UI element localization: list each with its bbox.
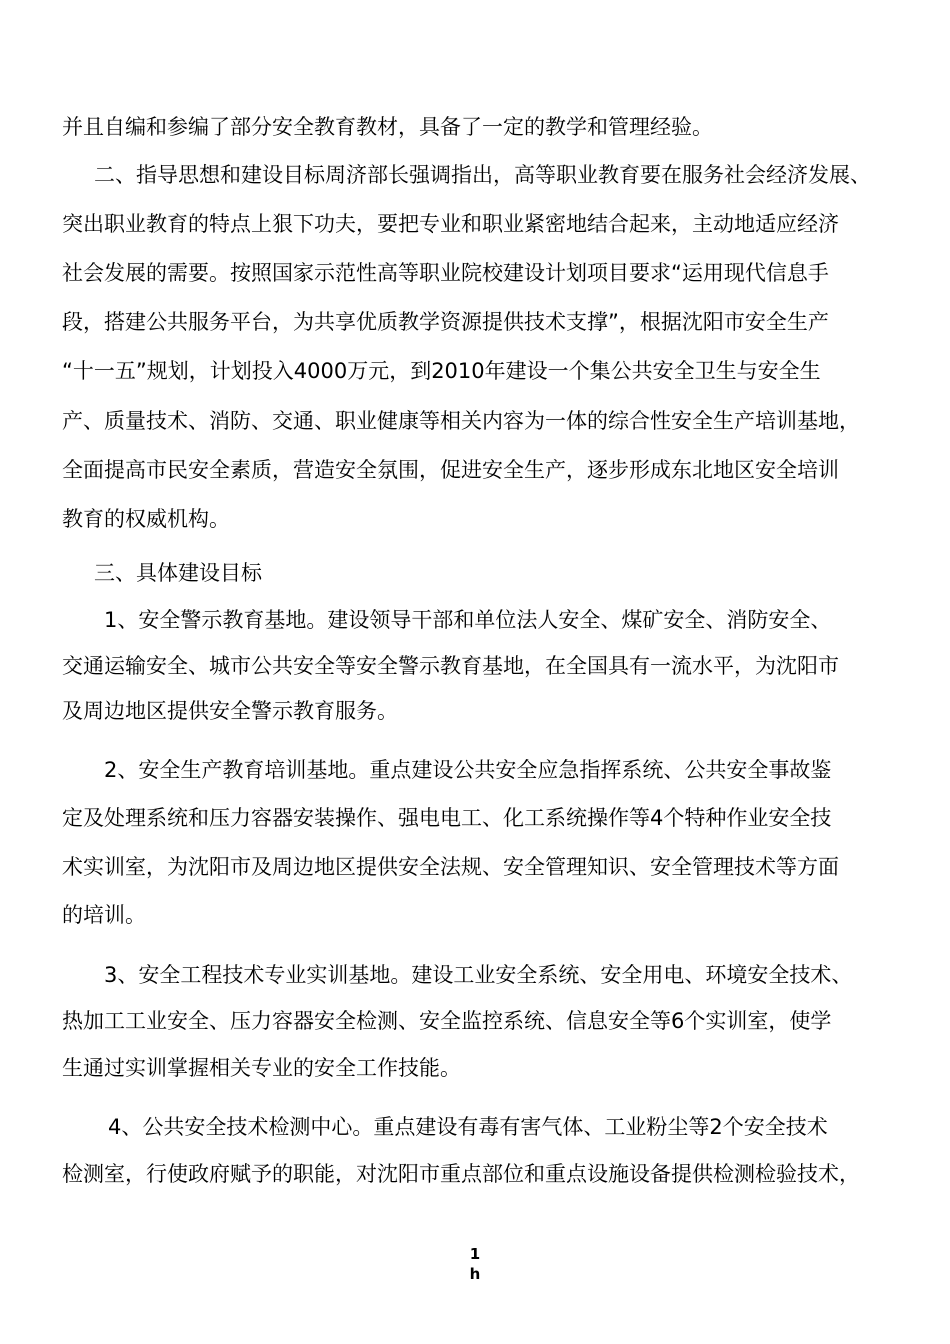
text-line-1: 并且自编和参编了部分安全教育教材，具备了一定的教学和管理经验。: [62, 115, 713, 139]
text-line-18: 3、安全工程技术专业实训基地。建设工业安全系统、安全用电、环境安全技术、: [104, 963, 853, 987]
text-line-16: 术实训室，为沈阳市及周边地区提供安全法规、安全管理知识、安全管理技术等方面: [62, 855, 839, 879]
text-line-11: 1、安全警示教育基地。建设领导干部和单位法人安全、煤矿安全、消防安全、: [104, 608, 832, 632]
text-line-20: 生通过实训掌握相关专业的安全工作技能。: [62, 1056, 461, 1080]
text-line-7: 产、质量技术、消防、交通、职业健康等相关内容为一体的综合性安全生产培训基地，: [62, 409, 860, 433]
text-line-3: 突出职业教育的特点上狠下功夫，要把专业和职业紧密地结合起来，主动地适应经济: [62, 212, 839, 236]
text-line-5: 段，搭建公共服务平台，为共享优质教学资源提供技术支撑”，根据沈阳市安全生产: [62, 310, 829, 334]
page-number-suffix: h: [469, 1265, 481, 1283]
text-line-19: 热加工工业安全、压力容器安全检测、安全监控系统、信息安全等6个实训室，使学: [62, 1009, 832, 1033]
text-line-6: “十一五”规划，计划投入4000万元，到2010年建设一个集公共安全卫生与安全生: [62, 359, 821, 383]
text-line-22: 检测室，行使政府赋予的职能，对沈阳市重点部位和重点设施设备提供检测检验技术，: [62, 1162, 860, 1186]
text-line-9: 教育的权威机构。: [62, 507, 230, 531]
text-line-21: 4、公共安全技术检测中心。重点建设有毒有害气体、工业粉尘等2个安全技术: [108, 1115, 828, 1139]
page-number: 1: [469, 1245, 481, 1263]
text-line-15: 定及处理系统和压力容器安装操作、强电电工、化工系统操作等4个特种作业安全技: [62, 806, 832, 830]
text-line-2: 二、指导思想和建设目标周济部长强调指出，高等职业教育要在服务社会经济发展、: [94, 163, 871, 187]
text-line-12: 交通运输安全、城市公共安全等安全警示教育基地，在全国具有一流水平，为沈阳市: [62, 654, 839, 678]
text-line-13: 及周边地区提供安全警示教育服务。: [62, 699, 398, 723]
text-line-14: 2、安全生产教育培训基地。重点建设公共安全应急指挥系统、公共安全事故鉴: [104, 758, 832, 782]
text-line-4: 社会发展的需要。按照国家示范性高等职业院校建设计划项目要求“运用现代信息手: [62, 261, 829, 285]
text-line-17: 的培训。: [62, 903, 146, 927]
text-line-8: 全面提高市民安全素质，营造安全氛围，促进安全生产，逐步形成东北地区安全培训: [62, 458, 839, 482]
text-line-10: 三、具体建设目标: [94, 561, 262, 585]
